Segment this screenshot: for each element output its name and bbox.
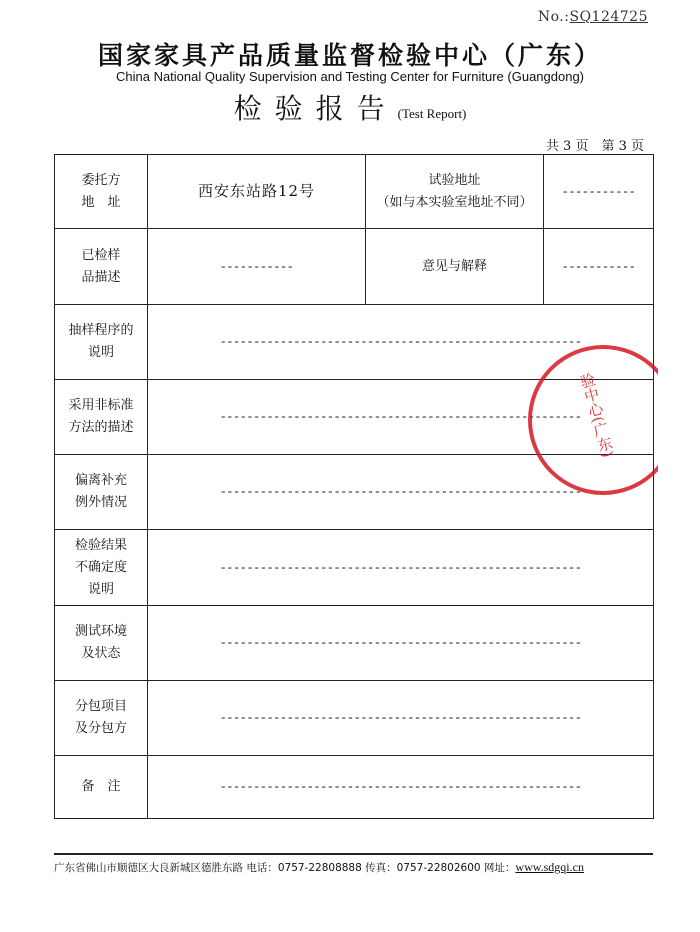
- sampling-procedure-value: ------------------------------------------------------: [148, 305, 654, 380]
- test-environment-value: ------------------------------------------------------: [148, 606, 654, 681]
- official-seal-text: 验中心(广东): [576, 371, 617, 460]
- footer-contact: [54, 860, 654, 875]
- uncertainty-value: ------------------------------------------------------: [148, 530, 654, 606]
- footer-address: 广东省佛山市顺德区大良新城区德胜东路 电话：0757-22808888 传真：0757-22802600 网址：: [54, 862, 516, 874]
- nonstandard-method-value: ------------------------------------------------------: [148, 380, 654, 455]
- sample-description-value: -----------: [148, 229, 366, 305]
- report-number-value: SQ124725: [569, 9, 648, 25]
- footer-website-link[interactable]: www.sdgqi.cn: [515, 860, 584, 874]
- table-row: [55, 155, 654, 229]
- page-count: 共 3 页 第 3 页: [545, 139, 644, 154]
- test-address-value: -----------: [544, 155, 654, 229]
- sample-description-label: 已检样 品描述: [55, 229, 148, 305]
- remarks-value: ------------------------------------------------------: [148, 756, 654, 819]
- report-heading: [0, 87, 700, 127]
- table-row: [55, 606, 654, 681]
- table-row: [55, 530, 654, 606]
- center-title-en: China National Quality Supervision and Testing Center for Furniture (Guangdong): [115, 69, 585, 84]
- uncertainty-label: 检验结果 不确定度 说明: [55, 530, 148, 606]
- table-row: [55, 756, 654, 819]
- subcontract-value: ------------------------------------------------------: [148, 681, 654, 756]
- table-row: [55, 229, 654, 305]
- deviation-label: 偏离补充 例外情况: [55, 455, 148, 530]
- report-number: [538, 9, 648, 25]
- test-address-label: 试验地址 （如与本实验室地址不同）: [366, 155, 544, 229]
- report-title-cn: 检验报告: [233, 92, 398, 125]
- subcontract-label: 分包项目 及分包方: [55, 681, 148, 756]
- report-number-label: No.:: [537, 9, 570, 25]
- footer-divider: [54, 853, 653, 855]
- report-title-en: (Test Report): [397, 106, 467, 121]
- client-address-label: 委托方 地 址: [55, 155, 148, 229]
- client-address-value: 西安东站路12号: [148, 155, 366, 229]
- test-environment-label: 测试环境 及状态: [55, 606, 148, 681]
- opinion-value: -----------: [544, 229, 654, 305]
- deviation-value: ------------------------------------------------------: [148, 455, 654, 530]
- report-table: [54, 154, 654, 819]
- remarks-label: 备 注: [55, 756, 148, 819]
- sampling-procedure-label: 抽样程序的 说明: [55, 305, 148, 380]
- nonstandard-method-label: 采用非标准 方法的描述: [55, 380, 148, 455]
- table-row: [55, 681, 654, 756]
- center-title-cn: 国家家具产品质量监督检验中心（广东）: [97, 41, 602, 70]
- opinion-label: 意见与解释: [366, 229, 544, 305]
